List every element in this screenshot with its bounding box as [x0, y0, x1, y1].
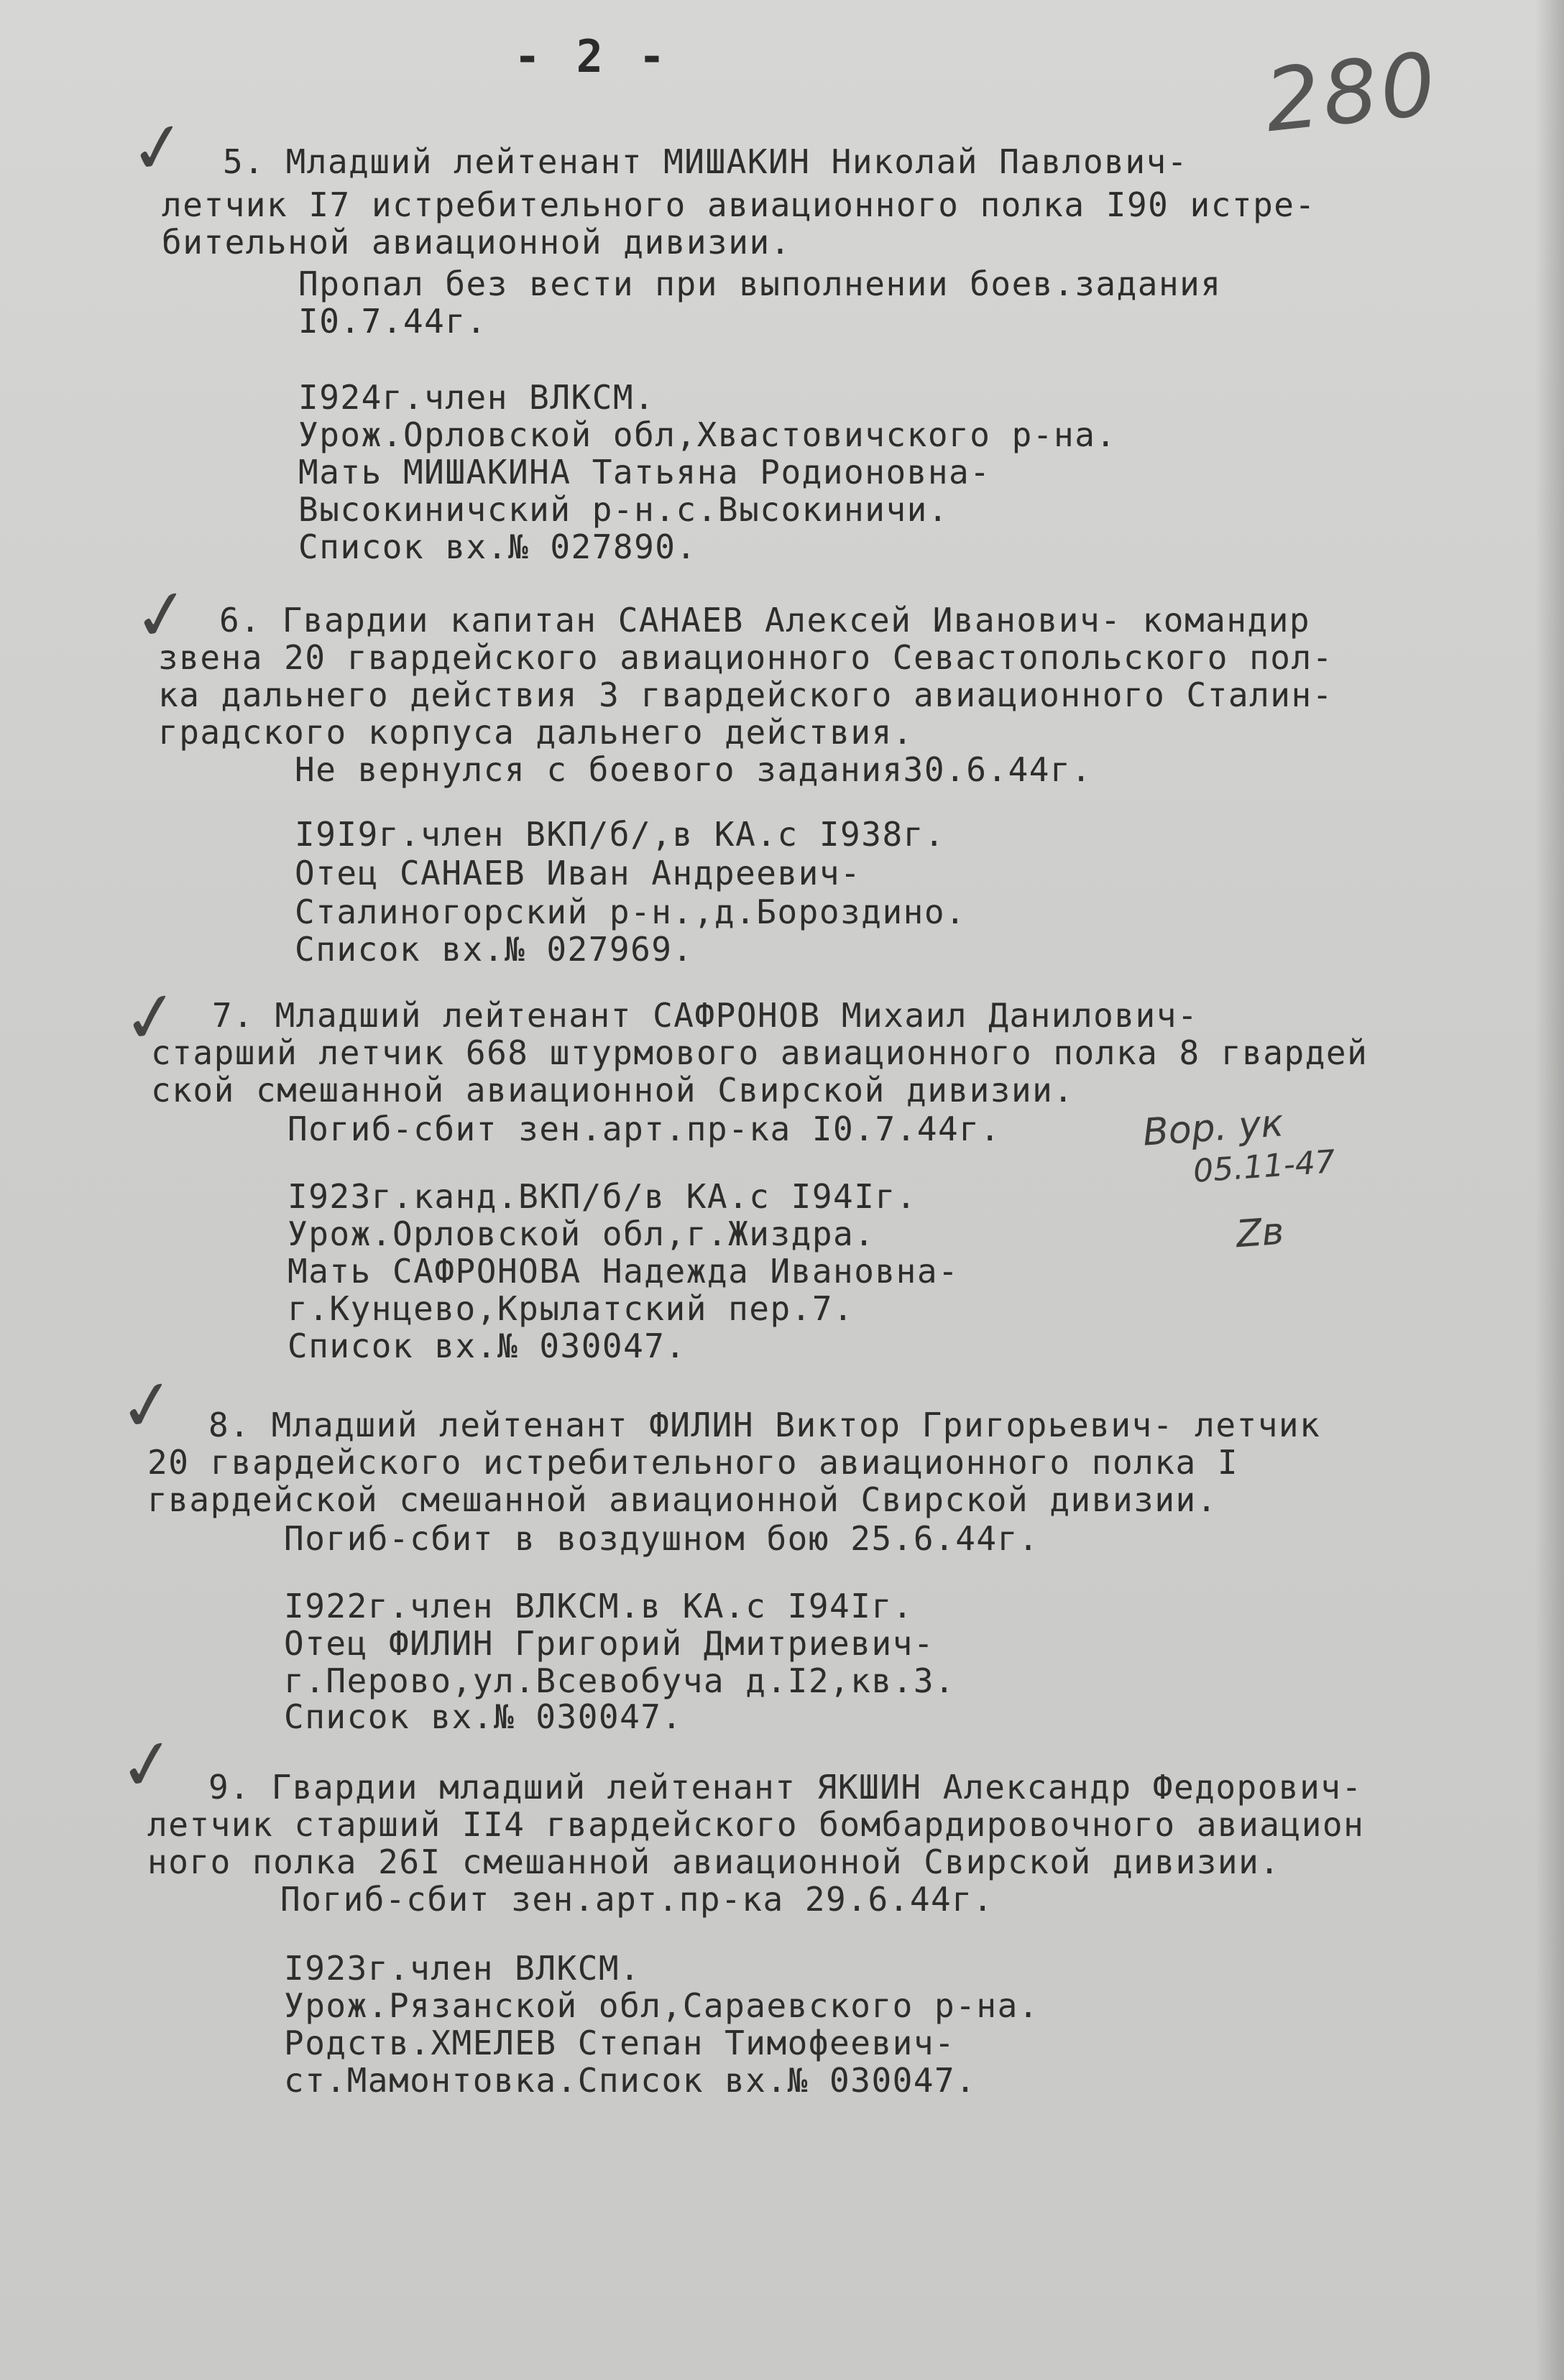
entry-line: 5. Младший лейтенант МИШАКИН Николай Павлович- — [223, 142, 1188, 181]
entry-line: 9. Гвардии младший лейтенант ЯКШИН Александр Федорович- — [208, 1768, 1363, 1807]
handwritten-note: Вор. ук — [1141, 1102, 1285, 1155]
page-edge-shadow — [1535, 0, 1564, 2380]
entry-line: ка дальнего действия 3 гвардейского авиационного Сталин- — [158, 675, 1333, 714]
entry-line: Сталиногорский р-н.,д.Бороздино. — [295, 892, 967, 931]
check-mark-icon: ✓ — [113, 1361, 182, 1450]
entry-line: I924г.член ВЛКСМ. — [298, 378, 656, 417]
check-mark-icon: ✓ — [116, 973, 185, 1062]
entry-line: I922г.член ВЛКСМ.в КА.с I94Iг. — [284, 1587, 914, 1625]
entry-line: Погиб-сбит в воздушном бою 25.6.44г. — [284, 1519, 1039, 1558]
entry-line: старший летчик 668 штурмового авиационного полка 8 гвардей — [151, 1033, 1368, 1072]
entry-line: Урож.Орловской обл,г.Жиздра. — [288, 1214, 875, 1253]
entry-line: I923г.канд.ВКП/б/в КА.с I94Iг. — [288, 1177, 917, 1216]
entry-line: I923г.член ВЛКСМ. — [284, 1949, 641, 1988]
entry-line: I9I9г.член ВКП/б/,в КА.с I938г. — [295, 815, 946, 854]
entry-line: Отец САНАЕВ Иван Андреевич- — [295, 854, 862, 892]
entry-line: Список вх.№ 027890. — [298, 527, 697, 566]
entry-line: 20 гвардейского истребительного авиационного полка I — [147, 1443, 1239, 1482]
handwritten-initials: Zв — [1234, 1209, 1286, 1257]
entry-line: Родств.ХМЕЛЕВ Степан Тимофеевич- — [284, 2024, 956, 2062]
entry-line: ст.Мамонтовка.Список вх.№ 030047. — [284, 2061, 977, 2100]
handwritten-date-note: 05.11-47 — [1192, 1143, 1337, 1190]
entry-line: г.Кунцево,Крылатский пер.7. — [288, 1289, 855, 1328]
entry-line: Список вх.№ 030047. — [288, 1327, 686, 1365]
archive-sheet-number: 280 — [1260, 34, 1443, 152]
entry-line: летчик I7 истребительного авиационного полка I90 истре- — [162, 185, 1316, 224]
entry-line: Высокиничский р-н.с.Высокиничи. — [298, 490, 949, 529]
entry-line: гвардейской смешанной авиационной Свирской дивизии. — [147, 1480, 1218, 1519]
entry-line: 6. Гвардии капитан САНАЕВ Алексей Иванович- командир — [219, 601, 1311, 640]
entry-line: г.Перово,ул.Всевобуча д.I2,кв.3. — [284, 1661, 956, 1700]
entry-line: ного полка 26I смешанной авиационной Свирской дивизии. — [147, 1842, 1281, 1881]
entry-line: I0.7.44г. — [298, 302, 487, 341]
entry-line: летчик старший II4 гвардейского бомбардировочного авиацион — [147, 1805, 1365, 1844]
check-mark-icon: ✓ — [127, 571, 196, 660]
entry-line: ской смешанной авиационной Свирской дивизии. — [151, 1071, 1075, 1110]
check-mark-icon: ✓ — [113, 1720, 182, 1809]
entry-line: Погиб-сбит зен.арт.пр-ка 29.6.44г. — [280, 1880, 994, 1919]
entry-line: Отец ФИЛИН Григорий Дмитриевич- — [284, 1624, 935, 1663]
entry-line: Мать МИШАКИНА Татьяна Родионовна- — [298, 453, 991, 492]
entry-line: градского корпуса дальнего действия. — [158, 713, 914, 752]
entry-line: Список вх.№ 027969. — [295, 930, 694, 969]
entry-line: Мать САФРОНОВА Надежда Ивановна- — [288, 1252, 960, 1291]
check-mark-icon: ✓ — [124, 103, 193, 193]
entry-line: Не вернулся с боевого задания30.6.44г. — [295, 750, 1092, 789]
entry-line: Пропал без вести при выполнении боев.задания — [298, 264, 1222, 303]
entry-line: бительной авиационной дивизии. — [162, 223, 791, 262]
entry-line: Урож.Орловской обл,Хвастовичского р-на. — [298, 415, 1117, 454]
entry-line: Урож.Рязанской обл,Сараевского р-на. — [284, 1986, 1039, 2025]
entry-line: 7. Младший лейтенант САФРОНОВ Михаил Данилович- — [212, 996, 1199, 1035]
entry-line: Список вх.№ 030047. — [284, 1697, 683, 1736]
entry-line: Погиб-сбит зен.арт.пр-ка I0.7.44г. — [288, 1110, 1001, 1148]
entry-line: 8. Младший лейтенант ФИЛИН Виктор Григорьевич- летчик — [208, 1406, 1321, 1444]
entry-line: звена 20 гвардейского авиационного Севастопольского пол- — [158, 638, 1333, 677]
page-number: - 2 - — [514, 30, 670, 83]
